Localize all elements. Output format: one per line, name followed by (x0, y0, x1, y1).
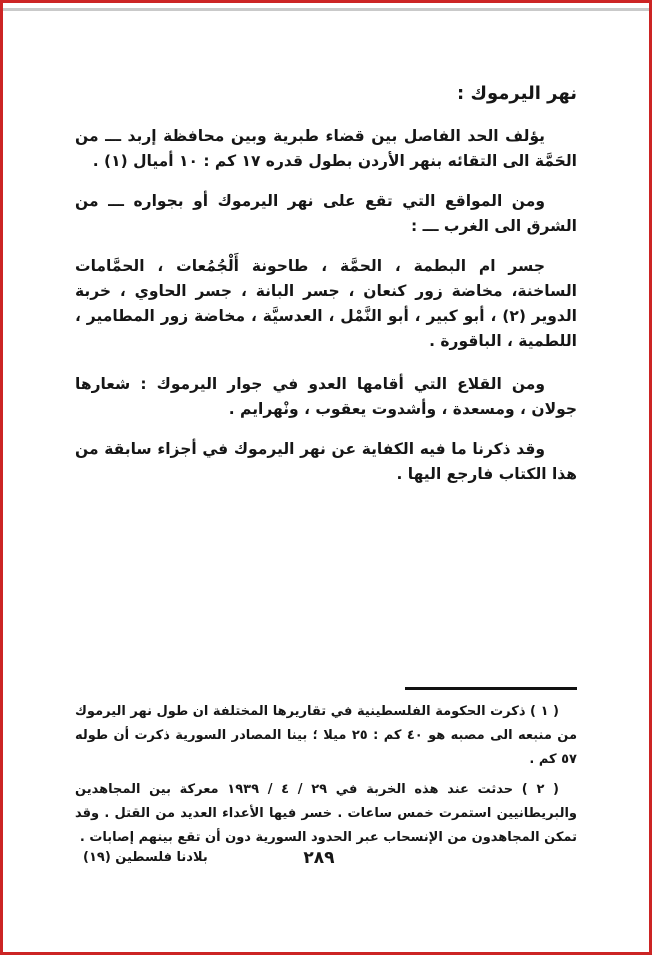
paragraph-closing-note: وقد ذكرنا ما فيه الكفاية عن نهر اليرموك في أجزاء سابقة من هذا الكتاب فارجع اليها . (75, 440, 577, 483)
footnote-divider (405, 687, 577, 690)
paragraph-places-list: جسر ام البطمة ، الحمَّة ، طاحونة أَلْجُمُعات ، الحمَّامات الساخنة، مخاضة زور كنعان ، جسر البانة ، جسر الحاوي ، خربة الدوير (٢) ، أبو كبير ، أبو النَّمْل ، العدسيَّة ، مخاضة زور المطامير ، اللطمية ، الباقورة . (75, 257, 577, 350)
footnote-1: ( ١ ) ذكرت الحكومة الفلسطينية في تقاريرها المختلفة ان طول نهر اليرموك من منبعه الى مصبه هو ٤٠ كم : ٢٥ ميلا ؛ بينا المصادر السورية ذكرت أن طوله ٥٧ كم . (75, 704, 578, 767)
paragraph-enemy-forts: ومن القلاع التي أقامها العدو في جوار اليرموك : شعارها جولان ، ومسعدة ، وأشدوت يعقوب ، ونْهرايم . (75, 375, 577, 418)
section-title: نهر اليرموك : (457, 83, 577, 104)
paragraph-river-definition: يؤلف الحد الفاصل بين قضاء طبرية وبين محافظة إربد ـــ من الحَمَّة الى التقائه بنهر الأردن بطول قدره ١٧ كم : ١٠ أميال (١) . (75, 127, 577, 170)
paragraph-sites-intro: ومن المواقع التي تقع على نهر اليرموك أو بجواره ـــ من الشرق الى الغرب ـــ : (75, 192, 577, 235)
footnotes-section (75, 687, 577, 856)
page-number: ٢٨٩ (303, 848, 335, 868)
footer-book-signature: بلادنا فلسطين (١٩) (83, 850, 208, 865)
scan-artifact-line (3, 8, 649, 11)
page-content (3, 3, 649, 487)
footnote-2: ( ٢ ) حدثت عند هذه الخربة في ٢٩ / ٤ / ١٩٣٩ معركة بين المجاهدين والبريطانيين استمرت خمس ساعات . خسر فيها الأعداء العديد من القتل . وقد تمكن المجاهدون من الإنسحاب عبر الحدود السورية دون أن تقع بينهم إصابات . (75, 782, 577, 845)
